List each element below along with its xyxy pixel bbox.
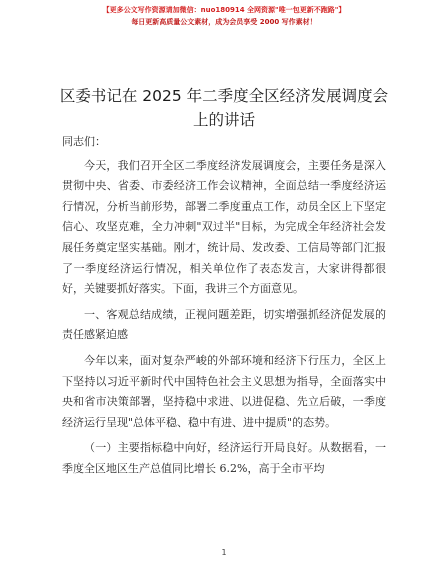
paragraph-intro: 今天，我们召开全区二季度经济发展调度会，主要任务是深入贯彻中央、省委、市委经济工作会议精神，全面总结一季度经济运行情况，分析当前形势，部署二季度重点工作，动员全区上下坚定信心、攻坚克难，全力冲刺"双过半"目标，为完成全年经济社会发展任务奠定坚实基础。刚才，统计局、发改委、工信局等部门汇报了一季度经济运行情况，相关单位作了表态发言，大家讲得都很好，关键要抓好落实。下面，我讲三个方面意见。 xyxy=(62,158,386,296)
subsection-1: （一）主要指标稳中向好，经济运行开局良好。从数据看，一季度全区地区生产总值同比增长 6.2%，高于全市平均 xyxy=(62,441,386,475)
promo-banner-line2: 每日更新高质量公文素材，成为会员享受 2000 写作素材！ xyxy=(131,18,317,26)
page-number: 1 xyxy=(221,548,227,557)
section-heading-1: 一、客观总结成绩，正视问题差距，切实增强抓经济促发展的责任感紧迫感 xyxy=(62,307,386,342)
paragraph-summary: 今年以来，面对复杂严峻的外部环境和经济下行压力，全区上下坚持以习近平新时代中国特色社会主义思想为指导，全面落实中央和省市决策部署，坚持稳中求进、以进促稳、先立后破，一季度经济运行呈现"总体平稳、稳中有进、进中提质"的态势。 xyxy=(62,353,386,429)
promo-banner-line1: 【更多公文写作资源请加微信：nuo180914 全网资源"唯一包更新不跑路"】 xyxy=(102,6,346,14)
document-body xyxy=(62,132,386,485)
greeting: 同志们： xyxy=(62,135,106,148)
document-title: 区委书记在 2025 年二季度全区经济发展调度会上的讲话 xyxy=(59,87,389,129)
promo-banner xyxy=(0,4,448,28)
